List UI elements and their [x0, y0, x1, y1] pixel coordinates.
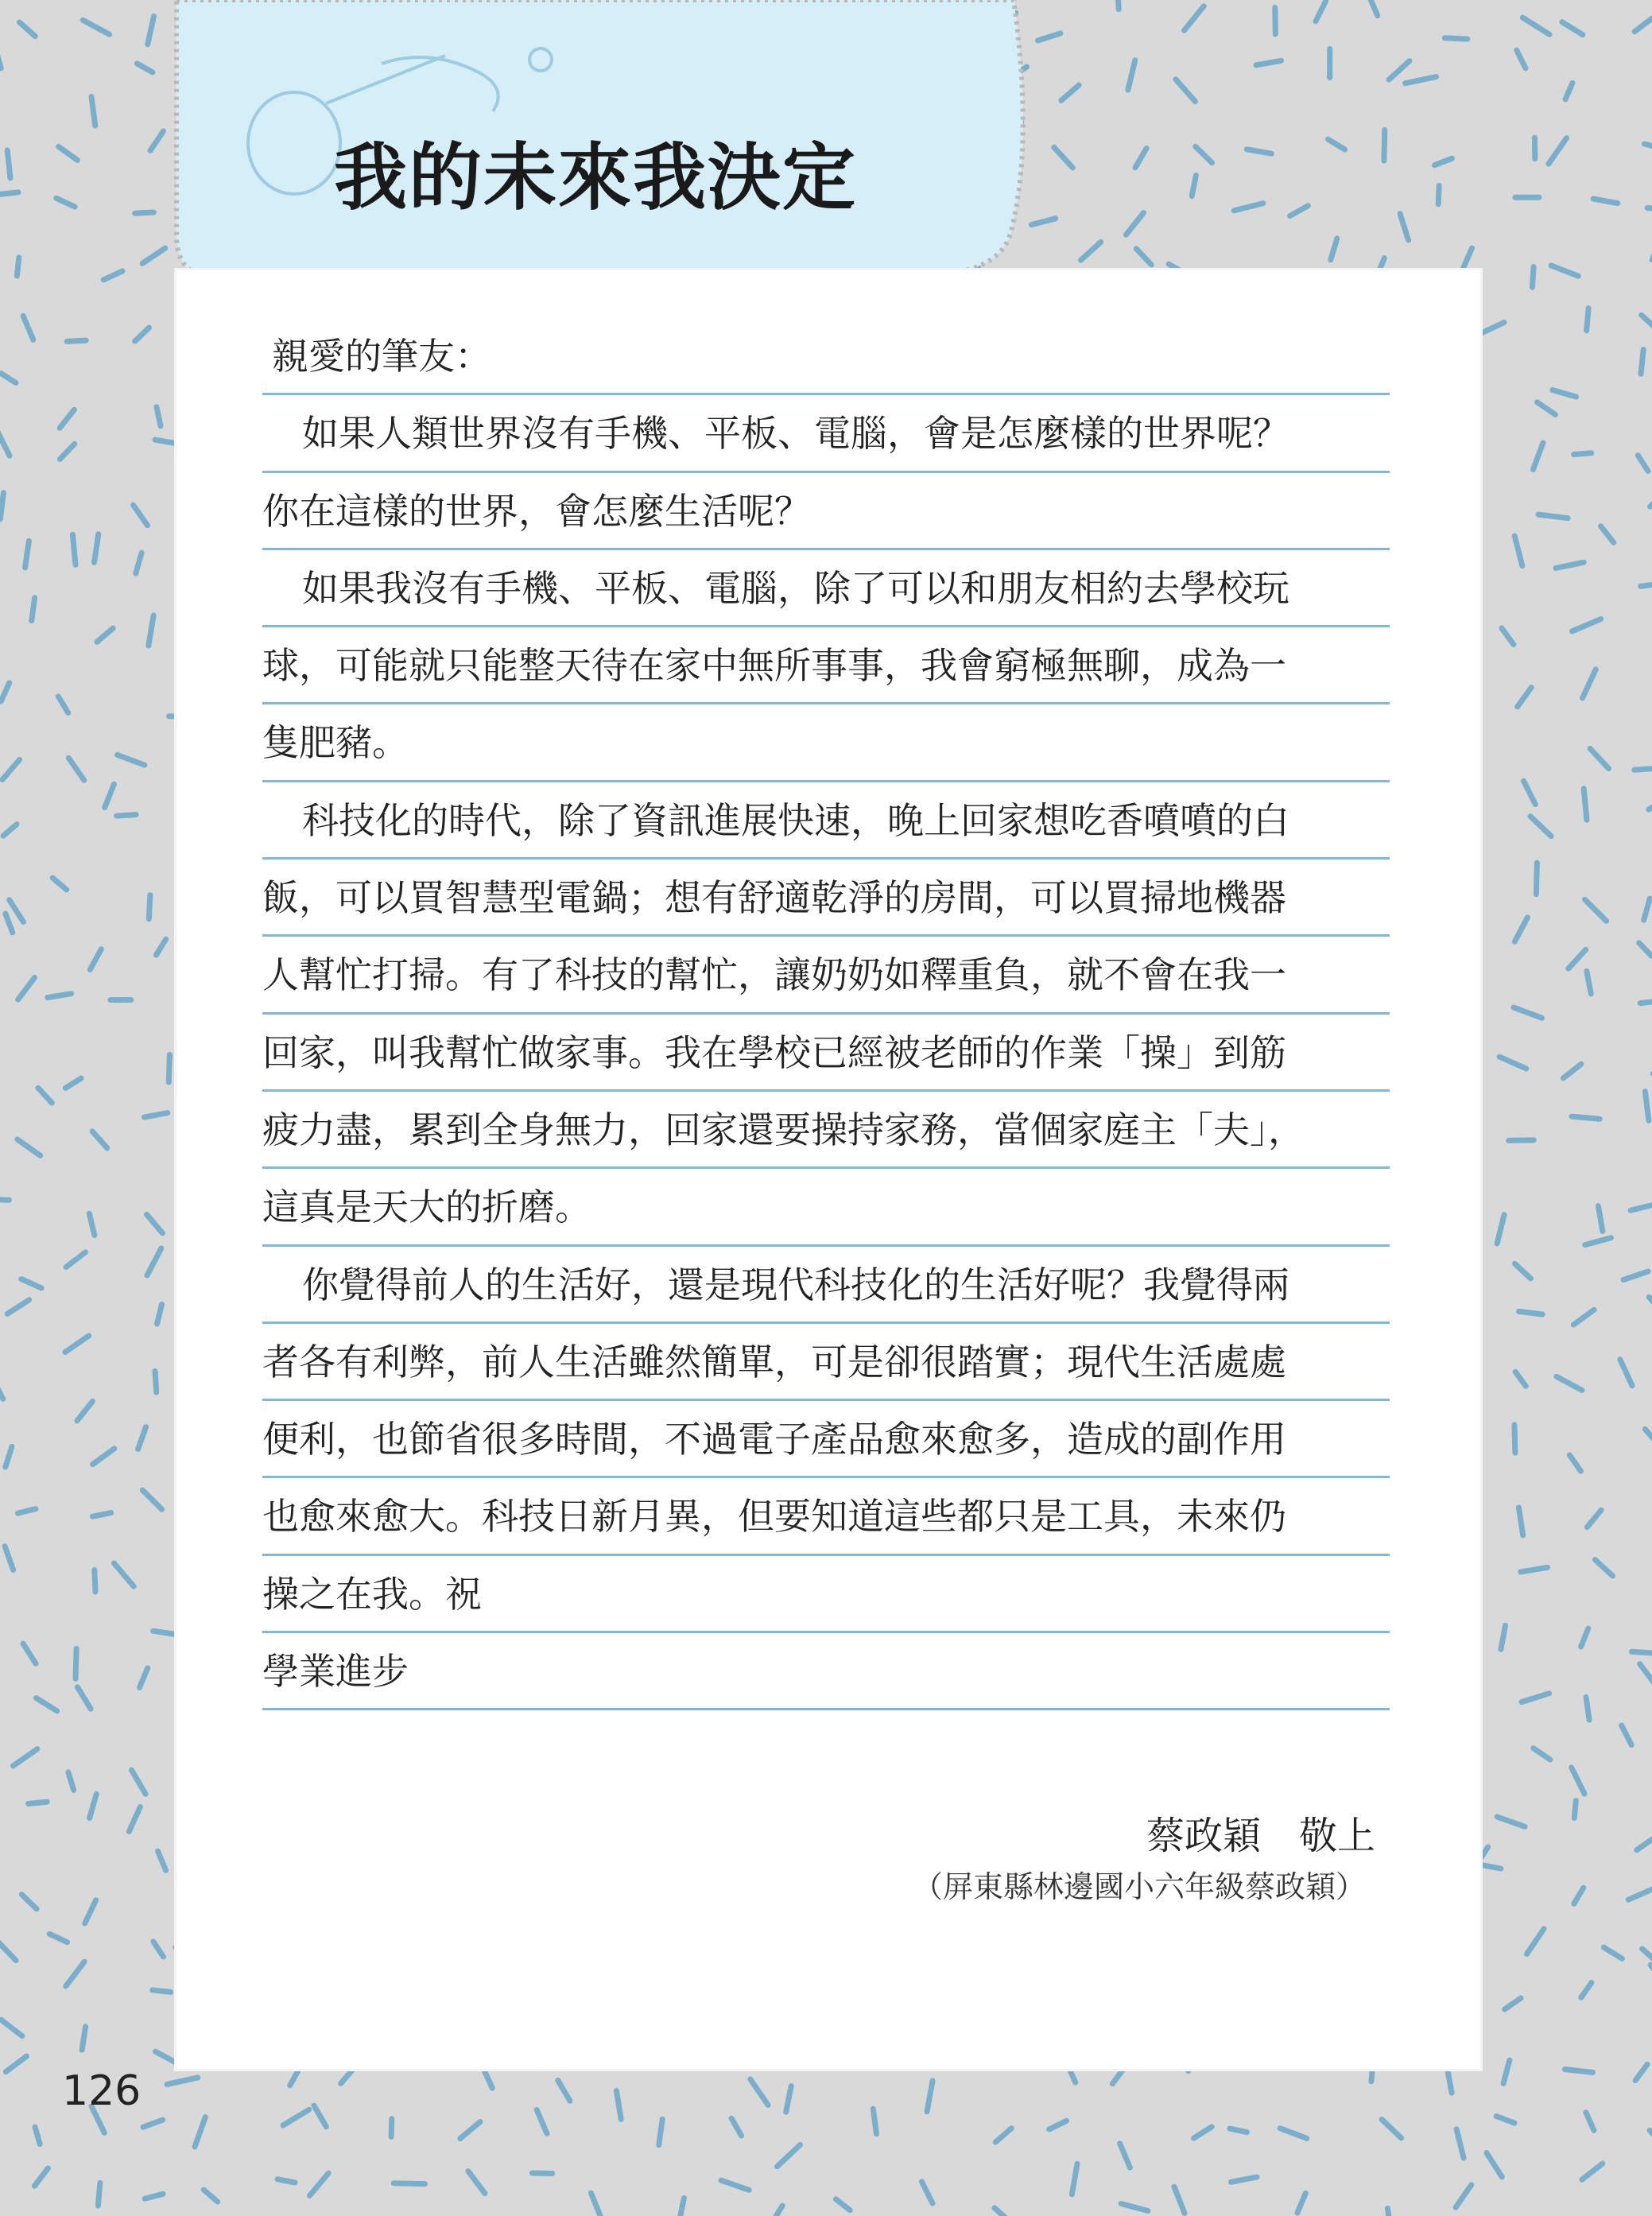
letter-line: 你在這樣的世界，會怎麼生活呢？ — [262, 473, 1390, 550]
letter-line: 飯，可以買智慧型電鍋；想有舒適乾淨的房間，可以買掃地機器 — [262, 860, 1390, 937]
letter-closing: 學業進步 — [262, 1633, 1390, 1710]
page-title: 我的未來我決定 — [334, 135, 858, 220]
letter-line: 者各有利弊，前人生活雖然簡單，可是卻很踏實；現代生活處處 — [262, 1324, 1390, 1401]
letter-line: 這真是天大的折磨。 — [262, 1169, 1390, 1246]
letter-line: 如果我沒有手機、平板、電腦，除了可以和朋友相約去學校玩 — [262, 550, 1390, 627]
letter-line: 便利，也節省很多時間，不過電子產品愈來愈多，造成的副作用 — [262, 1401, 1390, 1478]
page-number: 126 — [62, 2067, 142, 2115]
letter-signature: 蔡政穎 敬上 — [1146, 1814, 1375, 1858]
letter-line: 球，可能就只能整天待在家中無所事事，我會窮極無聊，成為一 — [262, 627, 1390, 704]
letter-line: 人幫忙打掃。有了科技的幫忙，讓奶奶如釋重負，就不會在我一 — [262, 937, 1390, 1014]
letter-line: 回家，叫我幫忙做家事。我在學校已經被老師的作業「操」到筋 — [262, 1015, 1390, 1092]
letter-line: 科技化的時代，除了資訊進展快速，晚上回家想吃香噴噴的白 — [262, 782, 1390, 860]
author-note: （屏東縣林邊國小六年級蔡政穎） — [912, 1869, 1366, 1904]
letter-line: 也愈來愈大。科技日新月異，但要知道這些都只是工具，未來仍 — [262, 1478, 1390, 1555]
letter-line: 操之在我。祝 — [262, 1556, 1390, 1633]
letter-line: 你覺得前人的生活好，還是現代科技化的生活好呢？我覺得兩 — [262, 1247, 1390, 1324]
letter-body — [262, 318, 1390, 1710]
letter-line: 疲力盡，累到全身無力，回家還要操持家務，當個家庭主「夫」， — [262, 1092, 1390, 1169]
letter-line: 如果人類世界沒有手機、平板、電腦，會是怎麼樣的世界呢？ — [262, 395, 1390, 472]
letter-greeting: 親愛的筆友： — [262, 318, 1390, 395]
letter-line: 隻肥豬。 — [262, 704, 1390, 782]
